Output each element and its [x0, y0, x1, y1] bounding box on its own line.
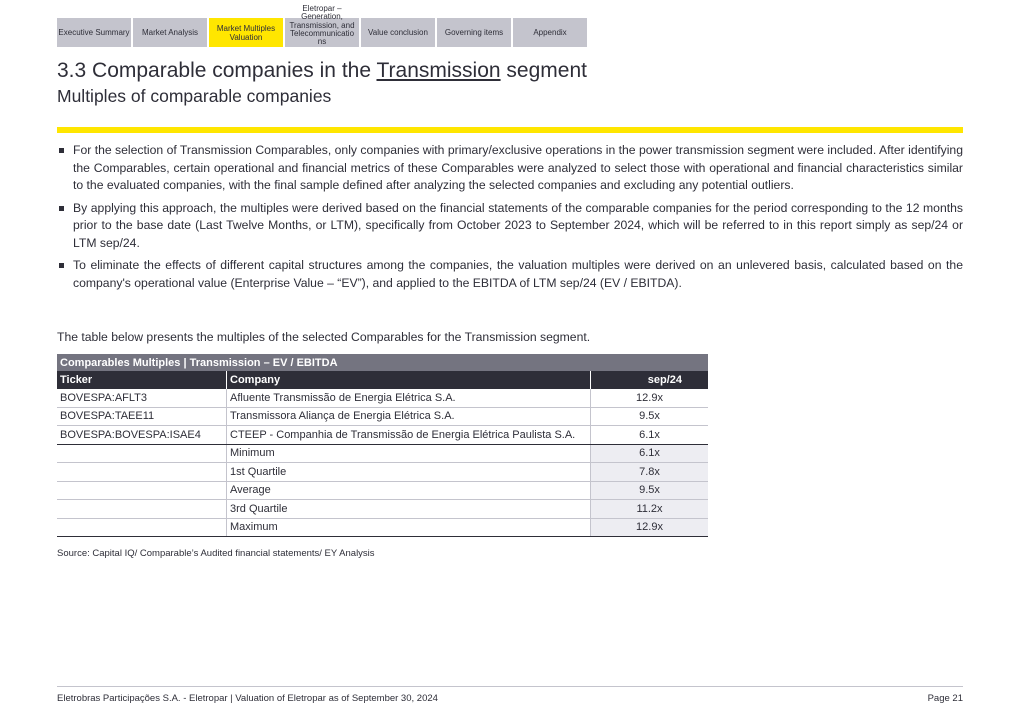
tab-executive-summary[interactable]: Executive Summary [57, 18, 131, 47]
table-row [57, 407, 708, 426]
footer-text: Eletrobras Participações S.A. - Eletropar | Valuation of Eletropar as of September 30, 2024 [57, 693, 438, 704]
page-subtitle: Multiples of comparable companies [57, 86, 332, 106]
accent-divider [57, 127, 963, 133]
stat-label: Maximum [227, 518, 591, 537]
cell-ticker: BOVESPA:BOVESPA:ISAE4 [57, 426, 227, 445]
tab-eletropar-segments[interactable]: Eletropar – Generation, Transmission, and Telecommunicatio ns [285, 18, 359, 47]
tab-value-conclusion[interactable]: Value conclusion [361, 18, 435, 47]
table-row [57, 389, 708, 407]
table-intro: The table below presents the multiples of the selected Comparables for the Transmission segment. [57, 330, 591, 344]
tab-market-multiples-valuation[interactable]: Market Multiples Valuation [209, 18, 283, 47]
section-nav [57, 4, 587, 47]
cell-ticker: BOVESPA:TAEE11 [57, 407, 227, 426]
stat-value: 11.2x [591, 500, 709, 519]
stat-row [57, 518, 708, 537]
cell-company: CTEEP - Companhia de Transmissão de Energia Elétrica Paulista S.A. [227, 426, 591, 445]
source-note: Source: Capital IQ/ Comparable’s Audited financial statements/ EY Analysis [57, 548, 375, 559]
stat-value: 12.9x [591, 518, 709, 537]
stat-value: 6.1x [591, 444, 709, 463]
header-sep24: sep/24 [591, 371, 709, 389]
stat-value: 9.5x [591, 481, 709, 500]
table-caption: Comparables Multiples | Transmission – EV / EBITDA [57, 354, 708, 371]
page-title: 3.3 Comparable companies in the Transmission segment [57, 59, 587, 82]
tab-governing-items[interactable]: Governing items [437, 18, 511, 47]
stat-row [57, 444, 708, 463]
bullet-item: By applying this approach, the multiples were derived based on the financial statements of the comparable companies for the period corresponding to the 12 months prior to the base date (Last Twelve Months, or LTM), specifically from October 2023 to September 2024, which will be referred to in this report simply as sep/24 or LTM sep/24. [57, 200, 963, 253]
footer-divider [57, 686, 963, 687]
stat-label: Minimum [227, 444, 591, 463]
bullet-item: For the selection of Transmission Comparables, only companies with primary/exclusive operations in the power transmission segment were included. After identifying the Comparables, certain operational and financial metrics of these Comparables were analyzed to select those with operational and financial characteristics similar to the evaluated companies, with the final sample defined after analyzing the selected companies and excluding any potential outliers. [57, 142, 963, 195]
stat-row [57, 463, 708, 482]
cell-value: 9.5x [591, 407, 709, 426]
cell-value: 6.1x [591, 426, 709, 445]
stat-label: 1st Quartile [227, 463, 591, 482]
header-company: Company [227, 371, 591, 389]
bullet-item: To eliminate the effects of different capital structures among the companies, the valuation multiples were derived on an unlevered basis, calculated based on the company's operational value (Enterprise Value – “EV”), and applied to the EBITDA of LTM sep/24 (EV / EBITDA). [57, 257, 963, 292]
tab-market-analysis[interactable]: Market Analysis [133, 18, 207, 47]
table-caption-row [57, 354, 708, 371]
table-row [57, 426, 708, 445]
table-header-row [57, 371, 708, 389]
stat-label: Average [227, 481, 591, 500]
page-number: Page 21 [927, 693, 963, 704]
bullet-list [57, 142, 963, 297]
stat-row [57, 481, 708, 500]
tab-appendix[interactable]: Appendix [513, 18, 587, 47]
cell-company: Afluente Transmissão de Energia Elétrica S.A. [227, 389, 591, 407]
comparables-table [57, 354, 708, 537]
cell-company: Transmissora Aliança de Energia Elétrica S.A. [227, 407, 591, 426]
cell-ticker: BOVESPA:AFLT3 [57, 389, 227, 407]
stat-label: 3rd Quartile [227, 500, 591, 519]
header-ticker: Ticker [57, 371, 227, 389]
title-link: Transmission [376, 59, 501, 82]
cell-value: 12.9x [591, 389, 709, 407]
stat-row [57, 500, 708, 519]
stat-value: 7.8x [591, 463, 709, 482]
